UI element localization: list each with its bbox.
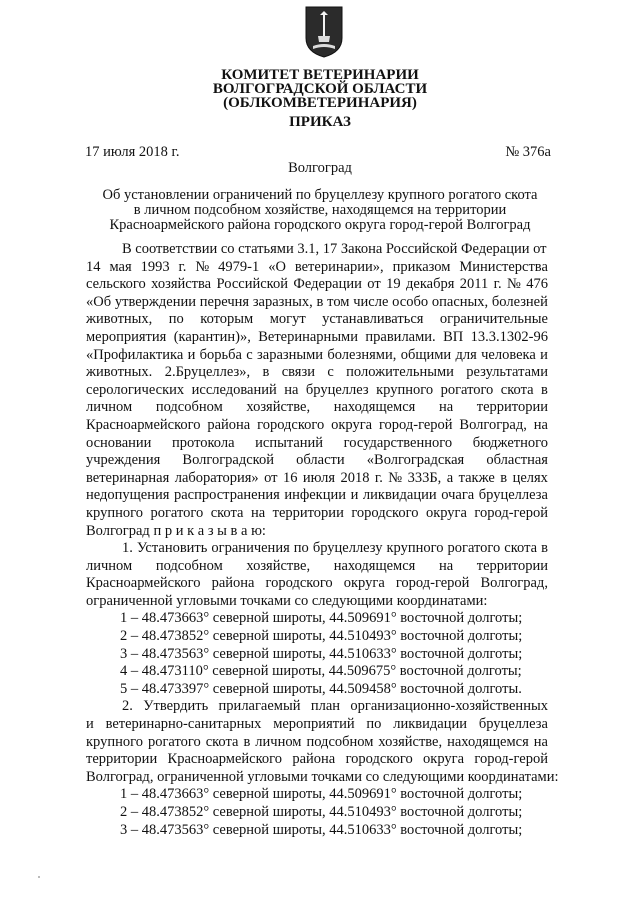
body-word: г. — [493, 276, 502, 293]
body-word: прилагаемый — [218, 698, 301, 715]
body-word: ветеринарная — [86, 469, 170, 486]
body-word: перечня — [199, 293, 250, 310]
body-word: рогатого — [147, 733, 201, 750]
body-line — [86, 698, 548, 716]
coat-of-arms-emblem — [305, 6, 343, 58]
body-word: план — [310, 698, 341, 715]
body-word: подсобном — [155, 399, 223, 416]
body-word: испытаний — [255, 434, 324, 451]
body-word: подсобном — [306, 733, 374, 750]
body-word: правилами. — [365, 328, 436, 345]
body-word: которым — [200, 311, 254, 328]
committee-name-line3: (ОБЛКОМВЕТЕРИНАРИЯ) — [223, 95, 417, 111]
body-line — [86, 399, 548, 417]
body-line — [86, 575, 548, 593]
body-word: от — [264, 469, 278, 486]
body-word: хозяйства — [151, 276, 212, 293]
body-word: ветеринарии», — [294, 258, 384, 275]
body-word: и — [350, 487, 359, 504]
body-word: целях — [512, 469, 548, 486]
body-word: городского — [351, 504, 419, 521]
body-word: 14 — [86, 258, 101, 275]
body-word: исследований — [191, 381, 277, 398]
body-word: 13.3.1302-96 — [470, 328, 548, 345]
body-word: г. — [374, 469, 383, 486]
body-line: 1 – 48.473663° северной широты, 44.509691° восточной долготы; — [120, 786, 523, 803]
body-word: и — [86, 716, 94, 733]
body-word: крупного — [86, 733, 143, 750]
body-word: ликвидации — [393, 716, 467, 733]
body-word: утверждении — [114, 293, 197, 310]
body-word: в — [243, 733, 251, 750]
body-word: «Волгоградская — [366, 452, 465, 469]
body-word: № — [388, 469, 403, 486]
body-word: город-герой — [395, 575, 470, 592]
body-word: Ветеринарными — [258, 328, 358, 345]
body-line — [86, 505, 548, 523]
body-word: декабря — [406, 276, 455, 293]
body-word: г. — [178, 258, 187, 275]
body-line — [86, 540, 548, 558]
committee-name-line1: КОМИТЕТ ВЕТЕРИНАРИИ — [221, 67, 419, 83]
body-line: 4 – 48.473110° северной широты, 44.509675° восточной долготы; — [120, 663, 522, 680]
body-line — [86, 435, 548, 453]
body-word: рогатого — [440, 381, 494, 398]
body-word: особо — [392, 293, 429, 310]
body-line: Волгоград, ограниченной угловыми точками со следующими координатами: — [86, 768, 559, 785]
body-word: июля — [302, 469, 336, 486]
body-word: в — [262, 364, 270, 381]
body-word: приказом — [392, 258, 451, 275]
body-word: учреждения — [86, 452, 161, 469]
body-line: 3 – 48.473563° северной широты, 44.510633° восточной долготы; — [120, 821, 523, 838]
body-word: протокола — [172, 434, 235, 451]
body-word: бруцеллез — [305, 381, 369, 398]
body-line — [86, 452, 548, 470]
body-line — [86, 487, 548, 505]
body-word: скота — [205, 733, 239, 750]
body-word: Федерации — [293, 276, 362, 293]
body-word: Волгоград, — [459, 416, 527, 433]
body-word: ограничительные — [439, 311, 548, 328]
body-word: скота — [210, 504, 244, 521]
body-word: Министерства — [459, 258, 548, 275]
body-word: городского — [257, 416, 325, 433]
body-word: находящемся — [447, 733, 529, 750]
body-word: ликвидации — [362, 487, 437, 504]
body-word: территории — [476, 557, 548, 574]
body-line — [86, 751, 548, 769]
body-word: организационно-хозяйственных — [350, 698, 548, 715]
body-word: также — [458, 469, 495, 486]
body-word: могут — [269, 311, 306, 328]
body-word: числе — [353, 293, 389, 310]
body-word: ветеринарно-санитарных — [105, 716, 262, 733]
body-line: ограниченной угловыми точками со следующими координатами: — [86, 592, 488, 609]
body-word: для — [455, 346, 477, 363]
body-word: с — [327, 364, 334, 381]
body-word: округа — [343, 575, 385, 592]
body-line — [86, 294, 548, 312]
body-line — [86, 259, 548, 277]
body-word: на — [533, 416, 548, 433]
body-line — [86, 470, 548, 488]
body-word: от — [367, 276, 381, 293]
body-word: том — [327, 293, 350, 310]
body-word: области — [296, 452, 345, 469]
body-word: животных, — [86, 311, 153, 328]
body-word: болезней — [491, 293, 548, 310]
body-word: серологических — [86, 381, 185, 398]
body-word: хозяйстве, — [246, 399, 311, 416]
body-word: ограничения — [211, 540, 290, 557]
body-word: и — [187, 346, 196, 363]
body-word: района — [292, 751, 336, 768]
body-line: 2 – 48.473852° северной широты, 44.510493° восточной долготы; — [120, 804, 523, 820]
body-word: округа — [423, 751, 465, 768]
body-line — [86, 417, 548, 435]
body-word: человека — [481, 346, 536, 363]
body-word: мая — [109, 258, 132, 275]
body-word: Волгоградской — [182, 452, 274, 469]
body-word: округа — [425, 504, 467, 521]
body-word: недопущения — [86, 487, 170, 504]
body-word: на — [250, 504, 266, 521]
body-word: крупного — [376, 381, 434, 398]
title-line: Об установлении ограничений по бруцеллезу крупного рогатого скота — [102, 187, 538, 203]
body-line: 5 – 48.473397° северной широты, 44.509458° восточной долготы. — [120, 680, 522, 697]
body-word: «Профилактика — [86, 346, 184, 363]
body-word: лаборатория» — [174, 469, 259, 486]
body-word: город-герой — [378, 416, 453, 433]
body-line — [86, 276, 548, 294]
body-word: Красноармейского — [167, 751, 283, 768]
body-word: личном — [86, 557, 133, 574]
body-word: крупного — [86, 504, 143, 521]
body-line — [86, 734, 548, 752]
body-word: связи — [281, 364, 315, 381]
body-word: городского — [265, 575, 333, 592]
body-word: 333Б, — [407, 469, 442, 486]
body-word: Волгоград, — [480, 575, 548, 592]
body-word: Красноармейского — [86, 416, 201, 433]
body-word: находящемся — [333, 557, 416, 574]
body-word: мероприятий — [273, 716, 355, 733]
body-word: 2011 — [459, 276, 489, 293]
body-word: 4979-1 — [218, 258, 260, 275]
body-line: 2 – 48.473852° северной широты, 44.510493° восточной долготы; — [120, 628, 523, 645]
body-line: Волгоград п р и к а з ы в а ю: — [86, 522, 266, 539]
body-word: 16 — [282, 469, 298, 486]
body-word: опасных, — [431, 293, 489, 310]
body-word: городского — [345, 751, 413, 768]
body-line — [86, 364, 548, 382]
body-line — [86, 558, 548, 576]
body-word: в — [541, 540, 548, 557]
body-word: а — [446, 469, 454, 486]
document-type: ПРИКАЗ — [289, 114, 351, 130]
body-word: территории — [476, 399, 548, 416]
body-line — [86, 716, 548, 734]
body-word: на — [284, 381, 299, 398]
body-word: Установить — [136, 540, 208, 557]
body-word: скота — [504, 540, 538, 557]
body-word: хозяйстве, — [246, 557, 311, 574]
body-word: животных. — [86, 364, 153, 381]
body-word: бруцеллеза — [478, 716, 548, 733]
body-word: борьба — [199, 346, 242, 363]
body-word: ВП — [443, 328, 464, 345]
body-word: № — [195, 258, 210, 275]
body-word: распространения — [174, 487, 280, 504]
body-word: заразными — [257, 346, 324, 363]
body-word: на — [533, 733, 548, 750]
body-word: 2.Бруцеллез», — [164, 364, 251, 381]
body-word: «Об — [86, 293, 112, 310]
body-word: «О — [268, 258, 286, 275]
document-city: Волгоград — [288, 160, 352, 176]
body-word: по — [366, 716, 382, 733]
body-word: Российской — [216, 276, 288, 293]
body-line — [86, 311, 548, 329]
body-word: рогатого — [447, 540, 501, 557]
body-word: заразных, — [252, 293, 313, 310]
body-word: по — [293, 540, 309, 557]
body-word: по — [168, 311, 184, 328]
body-word: 2018 — [340, 469, 370, 486]
body-word: личном — [86, 399, 133, 416]
body-word: района — [211, 575, 255, 592]
body-word: общими — [400, 346, 452, 363]
body-word: рогатого — [150, 504, 204, 521]
body-word: болезнями, — [327, 346, 397, 363]
body-word: основании — [86, 434, 152, 451]
body-word: № — [507, 276, 521, 293]
body-word: мероприятия — [86, 328, 167, 345]
body-word: Красноармейского — [86, 575, 201, 592]
body-word: очага — [441, 487, 475, 504]
title-line: в личном подсобном хозяйстве, находящемся на территории — [133, 202, 507, 218]
body-word: находящемся — [333, 399, 416, 416]
body-word: крупного — [386, 540, 444, 557]
body-word: округа — [331, 416, 373, 433]
body-line — [86, 347, 548, 365]
body-word: устанавливаться — [322, 311, 424, 328]
body-word: государственного — [343, 434, 453, 451]
body-word: подсобном — [155, 557, 223, 574]
body-word: района — [207, 416, 251, 433]
body-word: в — [316, 293, 324, 310]
body-word: (карантин)», — [173, 328, 251, 345]
body-word: 1. — [122, 540, 133, 557]
body-word: бруцеллезу — [312, 540, 383, 557]
title-line: Красноармейского района городского округа город-герой Волгоград — [109, 217, 531, 233]
body-word: 1993 — [140, 258, 170, 275]
body-word: на — [438, 399, 454, 416]
body-word: 476 — [526, 276, 548, 293]
body-word: с — [246, 346, 253, 363]
body-word: сельского — [86, 276, 146, 293]
document-title — [0, 188, 640, 233]
body-word: результатами — [466, 364, 548, 381]
body-word: инфекции — [284, 487, 347, 504]
body-line — [86, 329, 548, 347]
body-line — [86, 382, 548, 400]
body-word: территории — [86, 751, 158, 768]
body-word: областная — [486, 452, 548, 469]
document-number: № 376а — [505, 144, 551, 160]
body-word: территории — [272, 504, 344, 521]
body-word: 2. — [122, 698, 133, 715]
body-word: в — [500, 469, 508, 486]
body-word: личном — [255, 733, 302, 750]
body-line: В соответствии со статьями 3.1, 17 Закона Российской Федерации от — [122, 241, 547, 257]
body-word: в — [541, 381, 548, 398]
body-word: положительными — [346, 364, 454, 381]
body-word: город-герой — [474, 751, 548, 768]
committee-name-line2: ВОЛГОГРАДСКОЙ ОБЛАСТИ — [212, 81, 428, 97]
body-word: хозяйстве, — [378, 733, 443, 750]
body-line: 1 – 48.473663° северной широты, 44.509691° восточной долготы; — [120, 610, 523, 627]
body-word: город-герой — [474, 504, 548, 521]
body-line: 3 – 48.473563° северной широты, 44.510633° восточной долготы; — [120, 645, 523, 662]
document-date: 17 июля 2018 г. — [85, 144, 180, 160]
body-word: на — [438, 557, 454, 574]
body-word: и — [540, 346, 548, 363]
body-word: бюджетного — [472, 434, 548, 451]
body-word: бруцеллеза — [478, 487, 548, 504]
body-word: 19 — [386, 276, 401, 293]
body-word: скота — [500, 381, 534, 398]
body-word: Утвердить — [143, 698, 209, 715]
scan-speck — [38, 876, 40, 878]
document-body — [86, 241, 559, 839]
